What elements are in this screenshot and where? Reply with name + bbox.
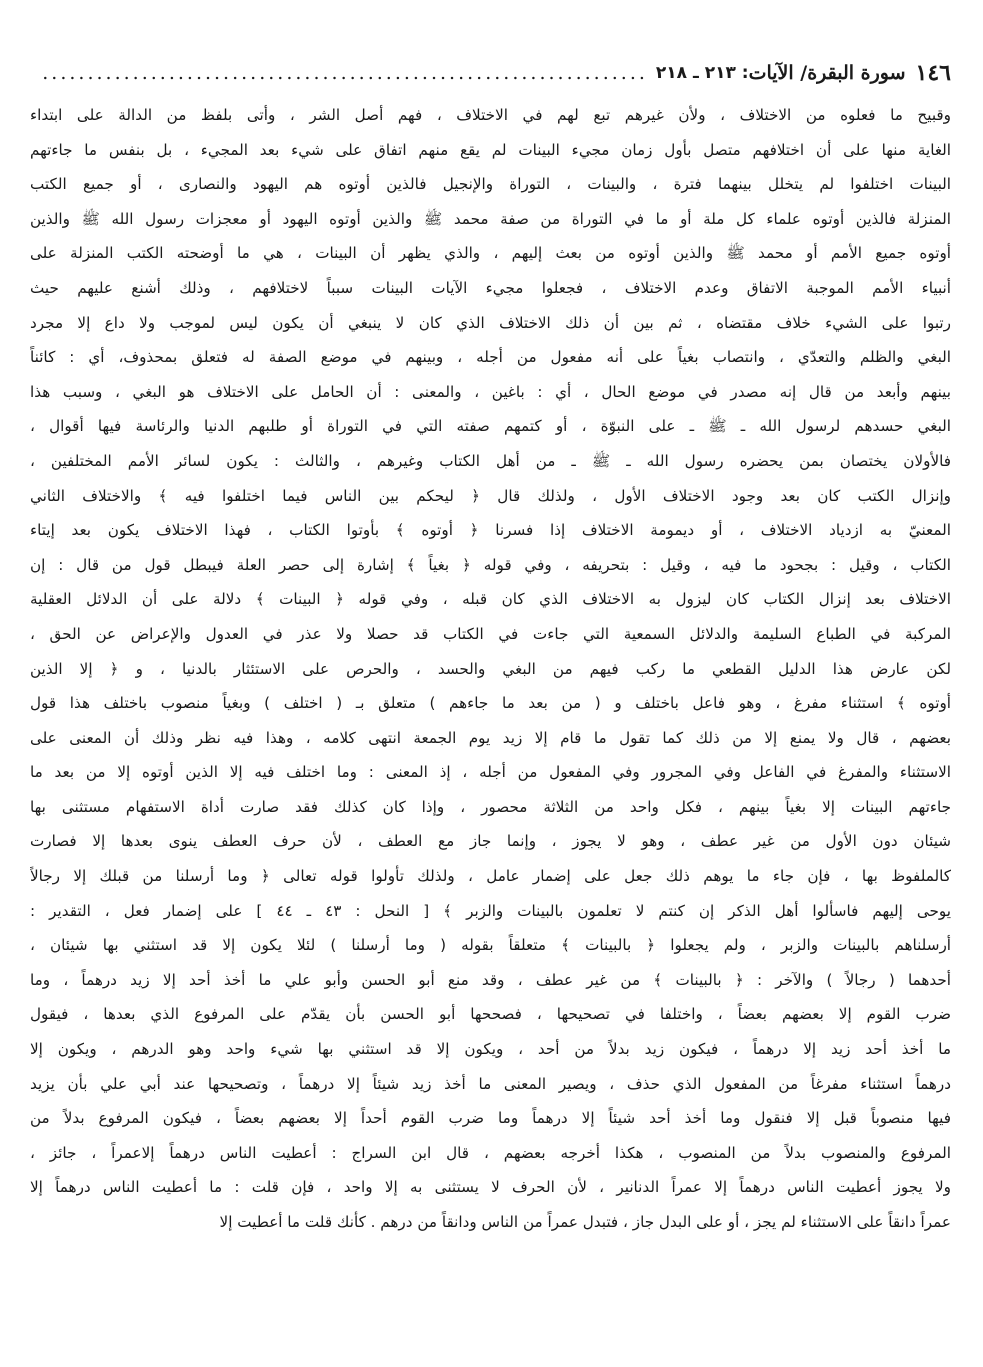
text-line: عمراً دانقاً على الاستثناء لم يجز ، أو على البدل جاز ، فتبدل عمراً من الناس ودانقاً من درهم . كأنك قلت ما أعطيت إلا [219, 1213, 951, 1231]
text-line: رتبوا على الشيء خلاف مقتضاه ، ثم بين أن ذلك الاختلاف الذي كان لا ينبغي أن يكون ليس لموجب ولا داع إلا مجرد [30, 313, 951, 332]
text-line: بينهم وأبعد من قال إنه مصدر في موضع الحال ، أي : باغين ، والمعنى : أن الحامل على الاختلاف هو البغي ، وسبب هذا [30, 382, 951, 401]
header-leader-dots [38, 64, 648, 83]
text-line: فالأولان يختصان بمن يحضره رسول الله ـ ﷺ ـ من أهل الكتاب وغيرهم ، والثالث : يكون لسائر الأمم المختلفين ، [30, 451, 951, 470]
text-line: المعنيّ به ازدياد الاختلاف ، أو ديمومة الاختلاف إذا فسرنا ﴿ أوتوه ﴾ بأوتوا الكتاب ، فهذا الاختلاف يكون بعد إيتاء [30, 521, 951, 540]
text-line: أنبياء الأمم الموجبة الاتفاق وعدم الاختلاف ، فجعلوا مجيء الآيات البينات سبباً لاختلافهم ، وذلك أشنع عليهم حيث [30, 278, 951, 297]
text-line: البينات اختلفوا لم يتخلل بينهما فترة ، والبينات ، التوراة والإنجيل فالذين أوتوه هم اليهود والنصارى ، أو جميع الكتب [30, 175, 951, 194]
text-line: ما أخذ أحد زيد إلا درهماً ، فيكون زيد بدلاً من أحد ، ويكون إلا قد استثني بها شيء واحد وهو الدرهم ، ويكون إلا [30, 1040, 951, 1059]
text-line: المركبة في الطباع السليمة والدلائل السمعية التي جاءت في الكتاب قد حصلا ولا عذر في العدول والإعراض عن الحق ، [30, 624, 951, 643]
text-line: البغي والظلم والتعدّي ، وانتصاب بغياً على أنه مفعول من أجله ، وبينهم في موضع الصفة له فتعلق بمحذوف، أي : كائناً [30, 348, 951, 367]
verse-range: : ٢١٣ ـ ٢١٨ [655, 63, 749, 83]
text-line: الكتاب ، وقيل : بجحود ما فيه ، وقيل : بتحريفه ، وفي قوله ﴿ بغياً ﴾ إشارة إلى حصر العلة فيبطل قول من قال : إن [30, 555, 951, 574]
text-line: الغاية منها على أن اختلافهم متصل بأول زمان مجيء البينات لم يقع منهم اتفاق على شيء بعد المجيء ، بل بنفس ما جاءتهم [30, 140, 951, 159]
surah-title: سورة البقرة/ الآيات [748, 62, 906, 84]
text-line: ولا يجوز أعطيت الناس درهماً إلا عمراً الدنانير ، لأن الحرف لا يستثنى به إلا واحد ، فإن قلت : ما أعطيت الناس درهماً إلا [30, 1178, 951, 1197]
text-line: جاءتهم البينات إلا بغياً بينهم ، فكل واحد من الثلاثة محصور ، وإذا كان كذلك فقد صارت أداة الاستفهام مستثنى بها [30, 797, 951, 816]
text-line: المنزلة فالذين أوتوه علماء كل ملة أو ما في التوراة من صفة محمد ﷺ والذين أوتوه اليهود أو معجزات رسول الله ﷺ والذين [30, 209, 951, 228]
text-line: وإنزال الكتب كان بعد وجود الاختلاف الأول ، ولذلك قال ﴿ ليحكم بين الناس فيما اختلفوا فيه ﴾ والاختلاف الثاني [30, 486, 951, 505]
text-line: ضرب القوم إلا بعضهم بعضاً ، واختلفا في تصحيحها ، فصححها أبو الحسن بأن يقدّم على المرفوع الذي بعدها ، فيقول [30, 1005, 951, 1024]
text-line: البغي حسدهم لرسول الله ـ ﷺ ـ على النبوّة ، أو كتمهم صفته التي في التوراة أو طلبهم الدنيا والرئاسة فيها أقوال ، [30, 417, 951, 436]
page-number: ١٤٦ [915, 60, 951, 86]
text-line: أوتوه ﴾ استثناء مفرغ ، وهو فاعل باختلف و ( من بعد ما جاءهم ) متعلق بـ ( اختلف ) وبغياً منصوب باختلف هذا قول [30, 694, 951, 713]
commentary-text [30, 98, 951, 1240]
text-line: شيئان دون الأول من غير عطف ، وهو لا يجوز ، وإنما جاز مع العطف ، لأن حرف العطف ينوى بعدها إلا فصارت [30, 832, 951, 851]
text-line: يوحى إليهم فاسألوا أهل الذكر إن كنتم لا تعلمون بالبينات والزبر ﴾ [ النحل : ٤٣ ـ ٤٤ ] على إضمار فعل ، التقدير : [30, 901, 951, 920]
text-line: درهماً استثناء مفرغاً من المفعول الذي حذف ، ويصير المعنى ما أخذ زيد شيئاً إلا درهماً ، وتصحيحها عند أبي علي بأن يزيد [30, 1074, 951, 1093]
text-line: الاختلاف بعد إنزال الكتاب كان ليزول به الاختلاف الذي كان قبله ، وفي قوله ﴿ البينات ﴾ دلالة على أن الدلائل العقلية [30, 590, 951, 609]
running-header [30, 56, 951, 90]
text-line: الاستثناء والمفرغ في الفاعل وفي المجرور وفي المفعول من أجله ، إذ المعنى : وما اختلف فيه إلا الذين أوتوه إلا من بعد ما [30, 763, 951, 782]
text-line: وقبيح ما فعلوه من الاختلاف ، ولأن غيرهم تبع لهم في الاختلاف ، فهم أصل الشر ، وأتى بلفظ من الدالة على ابتداء [30, 106, 951, 124]
text-line: كالملفوظ بها ، فإن جاء ما يوهم ذلك جعل على إضمار عامل ، ولذلك تأولوا قوله تعالى ﴿ وما أرسلنا من قبلك إلا رجالاً [30, 867, 951, 886]
text-line: أحدهما ( رجالاً ) والآخر : ﴿ بالبينات ﴾ من غير عطف ، وقد منع أبو الحسن وأبو علي ما أخذ أحد إلا زيد درهماً ، وما [30, 970, 951, 989]
text-line: لكن عارض هذا الدليل القطعي ما ركب فيهم من البغي والحسد ، والحرص على الاستئثار بالدنيا ، و ﴿ إلا الذين [30, 659, 951, 678]
text-line: المرفوع والمنصوب بدلاً من المنصوب ، هكذا أخرجه بعضهم ، قال ابن السراج : أعطيت الناس درهماً إلاعمراً ، جائز ، [30, 1143, 951, 1162]
text-line: أرسلناهم بالبينات والزبر ، ولم يجعلوا ﴿ بالبينات ﴾ متعلقاً بقوله ( وما أرسلنا ) لئلا يكون إلا قد استثني بها شيئان ، [30, 936, 951, 955]
text-line: فيها منصوباً قبل إلا فنقول وما أخذ أحد شيئاً إلا درهماً وما ضرب القوم أحداً إلا بعضهم بعضاً ، فيكون المرفوع بدلاً من [30, 1109, 951, 1128]
text-line: بعضهم ، قال ولا يمنع إلا من ذلك كما تقول ما قام إلا زيد يوم الجمعة انتهى كلامه ، وهذا فيه نظر وذلك أن المعنى على [30, 728, 951, 747]
text-line: أوتوه جميع الأمم أو محمد ﷺ والذين أوتوه من بعث إليهم ، والذي يظهر أن البينات ، هي ما أوضحته الكتب المنزلة على [30, 244, 951, 263]
